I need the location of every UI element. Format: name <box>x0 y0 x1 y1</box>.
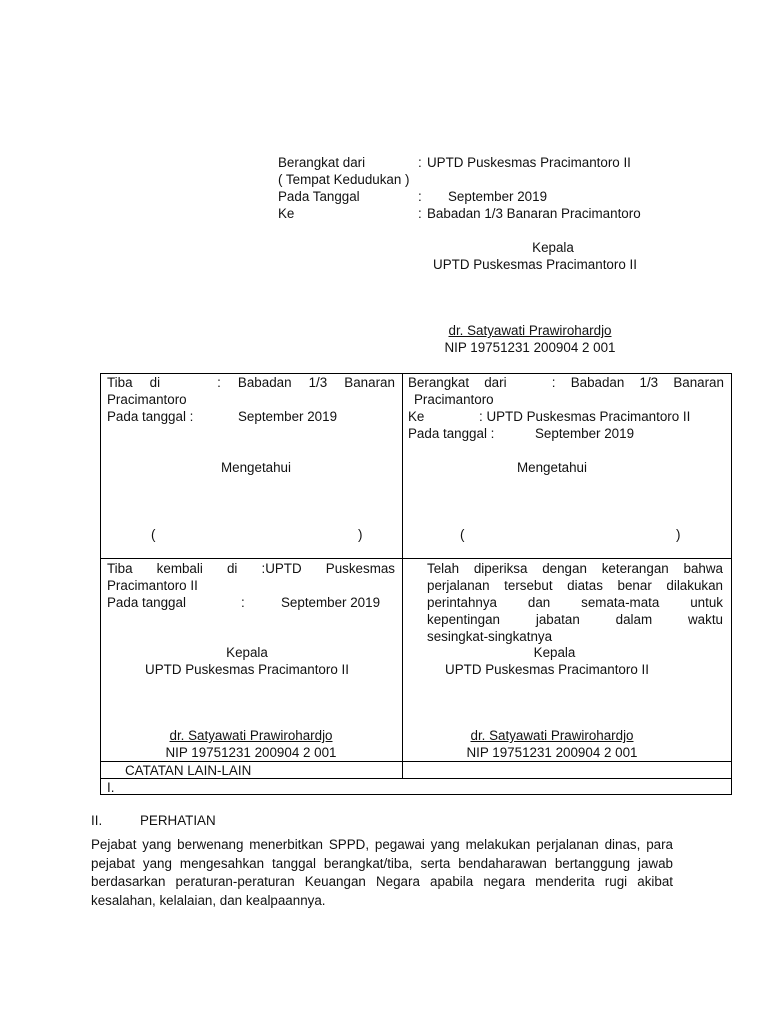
word: :UPTD <box>261 561 302 576</box>
section-number: II. <box>91 813 103 828</box>
cell-departure-paren-close: ) <box>676 527 681 542</box>
attention-paragraph: Pejabat yang berwenang menerbitkan SPPD, pegawai yang melakukan perjalanan dinas, para pejabat yang mengesahkan tanggal berangkat/tiba, serta bendaharawan bertanggung jawab berdasarkan peraturan-peraturan Keuangan Negara apabila negara menderita rugi akibat kesalahan, kelalaian, dan kealpaannya. <box>91 837 673 908</box>
cell-return-date-label: Pada tanggal <box>107 595 186 610</box>
departure-to-value: Babadan 1/3 Banaran Pracimantoro <box>427 206 641 221</box>
departure-from-label: Berangkat dari <box>278 155 366 170</box>
signer-name: dr. Satyawati Prawirohardjo <box>448 323 612 338</box>
word: di <box>149 375 161 390</box>
departure-from-sep: : <box>418 155 422 170</box>
cell-return-line2: Pracimantoro II <box>107 578 198 593</box>
cell-verification-org: UPTD Puskesmas Pracimantoro II <box>445 662 649 677</box>
table-vertical-divider <box>402 374 403 779</box>
cell-arrival-line1 <box>107 374 395 391</box>
cell-departure-to-value: : UPTD Puskesmas Pracimantoro II <box>479 409 691 424</box>
word: kembali <box>156 561 203 576</box>
cell-verification-nip: NIP 19751231 200904 2 001 <box>466 745 638 760</box>
cell-arrival-paren-close: ) <box>358 527 363 542</box>
word: Banaran <box>344 375 395 390</box>
cell-return-date-value: September 2019 <box>281 595 381 610</box>
cell-return-title: Kepala <box>226 645 268 660</box>
section-title: PERHATIAN <box>140 813 216 828</box>
word: : <box>551 375 556 390</box>
departure-to-sep: : <box>418 206 422 221</box>
word: : <box>217 375 221 390</box>
word: di <box>226 561 238 576</box>
cell-departure-line1 <box>408 374 724 391</box>
cell-departure-paren-open: ( <box>460 527 465 542</box>
cell-verification-line: perintahnya dan semata-mata untuk <box>427 595 723 610</box>
departure-seat-label: ( Tempat Kedudukan ) <box>278 172 410 187</box>
cell-return-date-sep: : <box>241 595 245 610</box>
departure-date-value: September 2019 <box>448 189 548 204</box>
cell-departure-date-label: Pada tanggal : <box>408 426 495 441</box>
cell-arrival-date-label: Pada tanggal : <box>107 409 194 424</box>
cell-departure-known: Mengetahui <box>517 460 587 475</box>
departure-from-value: UPTD Puskesmas Pracimantoro II <box>427 155 631 170</box>
signer-nip: NIP 19751231 200904 2 001 <box>444 340 616 355</box>
signer-title: Kepala <box>532 240 574 255</box>
cell-return-nip: NIP 19751231 200904 2 001 <box>165 745 337 760</box>
word: Tiba <box>107 375 133 390</box>
signer-org: UPTD Puskesmas Pracimantoro II <box>433 257 637 272</box>
cell-departure-to-label: Ke <box>408 409 425 424</box>
cell-verification-line: kepentingan jabatan dalam waktu <box>427 612 723 627</box>
cell-arrival-line2: Pracimantoro <box>107 392 187 407</box>
travel-table <box>100 373 732 795</box>
word: Babadan <box>570 375 625 390</box>
notes-row-i: I. <box>107 780 115 795</box>
cell-verification-title: Kepala <box>533 645 576 660</box>
cell-verification-last-line: sesingkat-singkatnya <box>427 629 553 644</box>
word: Banaran <box>673 375 724 390</box>
word: Puskesmas <box>325 561 395 576</box>
word: Berangkat <box>408 375 470 390</box>
notes-label: CATATAN LAIN-LAIN <box>125 763 252 778</box>
cell-departure-date-value: September 2019 <box>535 426 635 441</box>
cell-verification-line: Telah diperiksa dengan keterangan bahwa <box>427 561 723 576</box>
word: 1/3 <box>639 375 659 390</box>
departure-date-label: Pada Tanggal <box>278 189 360 204</box>
cell-departure-line2: Pracimantoro <box>414 392 494 407</box>
word: dari <box>484 375 507 390</box>
cell-arrival-date-value: September 2019 <box>238 409 338 424</box>
departure-date-sep: : <box>418 189 422 204</box>
table-row-divider-1 <box>101 558 731 559</box>
cell-arrival-paren-open: ( <box>151 527 156 542</box>
cell-verification-name: dr. Satyawati Prawirohardjo <box>470 728 634 743</box>
word: Babadan <box>237 375 292 390</box>
cell-arrival-known: Mengetahui <box>221 460 291 475</box>
word: Tiba <box>107 561 133 576</box>
cell-verification-line: perjalanan tersebut diatas benar dilakukan <box>427 578 723 593</box>
cell-return-line1 <box>107 560 395 577</box>
word: 1/3 <box>308 375 328 390</box>
cell-return-name: dr. Satyawati Prawirohardjo <box>169 728 333 743</box>
cell-return-org: UPTD Puskesmas Pracimantoro II <box>145 662 349 677</box>
departure-to-label: Ke <box>278 206 295 221</box>
